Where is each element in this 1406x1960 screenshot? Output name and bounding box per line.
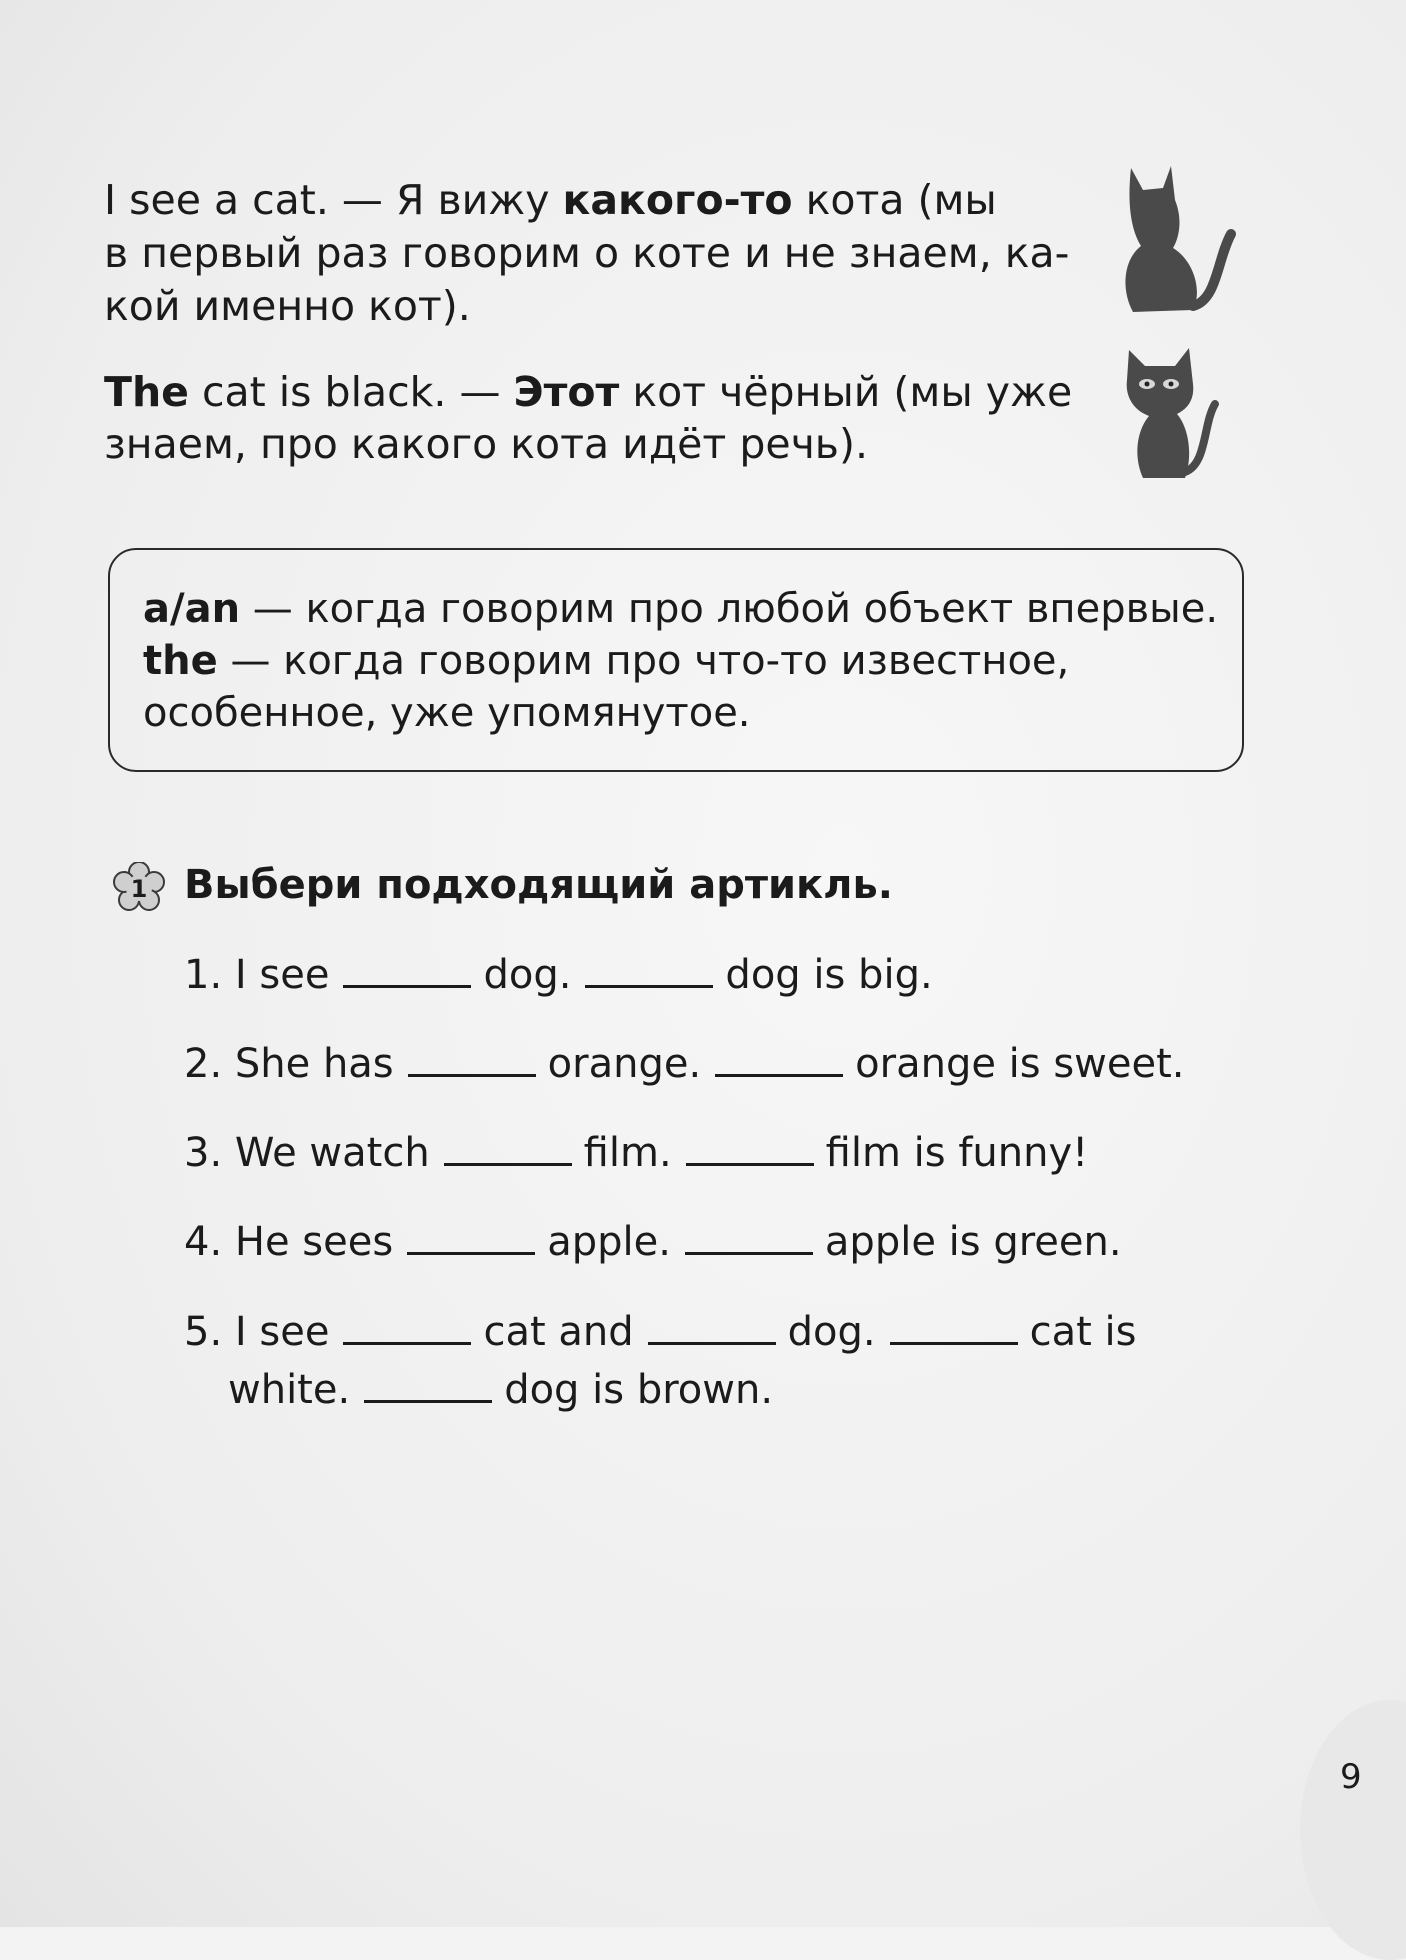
example1-line1 <box>104 176 997 224</box>
answer-blank[interactable] <box>685 1250 813 1255</box>
exercise-item-3: 3. We watch film. film is funny! <box>184 1130 1089 1176</box>
exercise-title: Выбери подходящий артикль. <box>184 862 893 908</box>
example2-bold-a: The <box>104 368 189 416</box>
answer-blank[interactable] <box>648 1340 776 1345</box>
flower-number-icon <box>113 862 165 914</box>
exercise-number: 1 <box>130 875 148 903</box>
answer-blank[interactable] <box>364 1398 492 1403</box>
answer-blank[interactable] <box>715 1072 843 1077</box>
rule-text-1: — когда говорим про любой объект впервые. <box>240 586 1219 632</box>
answer-blank[interactable] <box>686 1161 814 1166</box>
example1-text-a: I see a cat. — Я вижу <box>104 176 563 224</box>
answer-blank[interactable] <box>585 983 713 988</box>
example1-text-b: кота (мы <box>792 176 997 224</box>
example2-text-b: кот чёрный (мы уже <box>619 368 1073 416</box>
example1-line2: в первый раз говорим о коте и не знаем, ка- <box>104 229 1070 277</box>
example2-text-a: cat is black. — <box>188 368 514 416</box>
answer-blank[interactable] <box>408 1072 536 1077</box>
example2-bold-b: Этот <box>513 368 620 416</box>
example1-line3: кой именно кот). <box>104 282 471 330</box>
example2-line1 <box>104 368 1073 416</box>
cat-face-icon <box>1123 344 1223 484</box>
answer-blank[interactable] <box>890 1340 1018 1345</box>
answer-blank[interactable] <box>444 1161 572 1166</box>
rule-text-2: — когда говорим про что-то известное, <box>217 638 1070 684</box>
exercise-item-5: 5. I see cat and dog. cat is <box>184 1309 1137 1355</box>
rule-line3: особенное, уже упомянутое. <box>143 690 751 736</box>
exercise-item-2: 2. She has orange. orange is sweet. <box>184 1041 1185 1087</box>
rule-line1 <box>143 586 1218 632</box>
answer-blank[interactable] <box>343 983 471 988</box>
rule-line2 <box>143 638 1069 684</box>
exercise-item-1: 1. I see dog. dog is big. <box>184 952 933 998</box>
rule-term-the: the <box>143 638 218 684</box>
answer-blank[interactable] <box>343 1340 471 1345</box>
rule-term-a-an: a/an <box>143 586 241 632</box>
example1-bold: какого-то <box>562 176 793 224</box>
sitting-cat-icon <box>1113 160 1243 320</box>
page-number: 9 <box>1340 1757 1362 1797</box>
example2-line2: знаем, про какого кота идёт речь). <box>104 420 868 468</box>
answer-blank[interactable] <box>407 1250 535 1255</box>
exercise-item-4: 4. He sees apple. apple is green. <box>184 1219 1122 1265</box>
exercise-item-5-cont: white. dog is brown. <box>228 1367 774 1413</box>
